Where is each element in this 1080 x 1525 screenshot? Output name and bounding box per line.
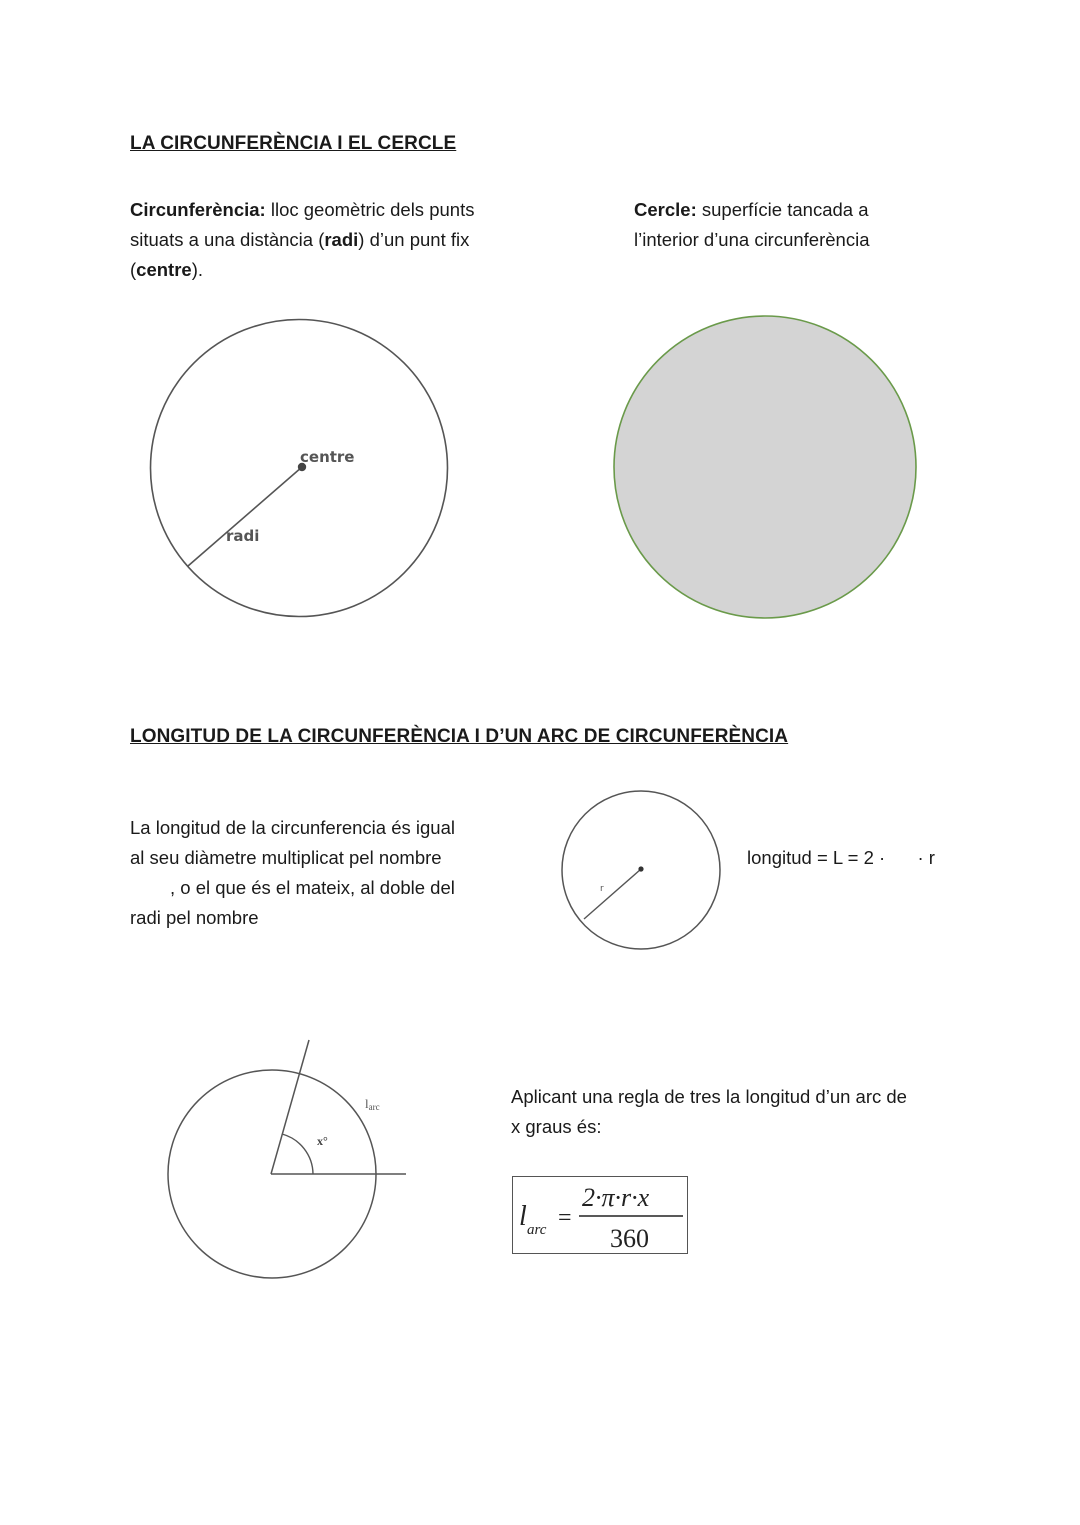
circumference-text-c: ). [191, 259, 204, 280]
arc-line-1: Aplicant una regla de tres la longitud d’un arc de [511, 1086, 907, 1107]
length-line-4: radi pel nombre [130, 907, 259, 928]
center-word: centre [136, 259, 192, 280]
formula-right: · r [917, 847, 935, 868]
formula-numerator: 2·π·r·x [582, 1183, 650, 1212]
radius-word: radi [324, 229, 359, 250]
center-label: centre [300, 448, 355, 466]
angle-arc-mark [282, 1134, 313, 1174]
section-title-length: LONGITUD DE LA CIRCUNFERÈNCIA I D’UN ARC DE CIRCUNFERÈNCIA [130, 726, 789, 747]
arc-explanation [511, 1082, 961, 1142]
formula-equals: = [558, 1205, 572, 1231]
length-line-3: , o el que és el mateix, al doble del [170, 877, 455, 898]
formula-denominator: 360 [610, 1224, 649, 1253]
circle-term: Cercle: [634, 199, 697, 220]
formula-lhs: l [519, 1201, 527, 1232]
circumference-term: Circunferència: [130, 199, 266, 220]
circle-text: superfície tancada a l’interior d’una circunferència [634, 199, 870, 250]
radius-label: radi [226, 527, 260, 545]
arc-formula [513, 1177, 689, 1255]
arc-line-2: x graus és: [511, 1116, 602, 1137]
formula-lhs-sub: arc [527, 1222, 547, 1238]
circumference-text-a: lloc geomètric dels punts situats a una distància ( [130, 199, 475, 250]
formula-left: longitud = L = 2 · [747, 847, 886, 868]
length-line-2: al seu diàmetre multiplicat pel nombre [130, 847, 442, 868]
angle-label: x° [317, 1134, 328, 1148]
circumference-text-b: ) d’un punt fix ( [130, 229, 470, 280]
arc-formula-box [512, 1176, 688, 1254]
arc-length-label: larc [365, 1096, 380, 1112]
length-line-1: La longitud de la circunferencia és igual [130, 817, 455, 838]
small-radius-label: r [600, 884, 604, 894]
arc-angle-ray [271, 1040, 309, 1174]
section-title-circumference-circle: LA CIRCUNFERÈNCIA I EL CERCLE [130, 133, 457, 154]
